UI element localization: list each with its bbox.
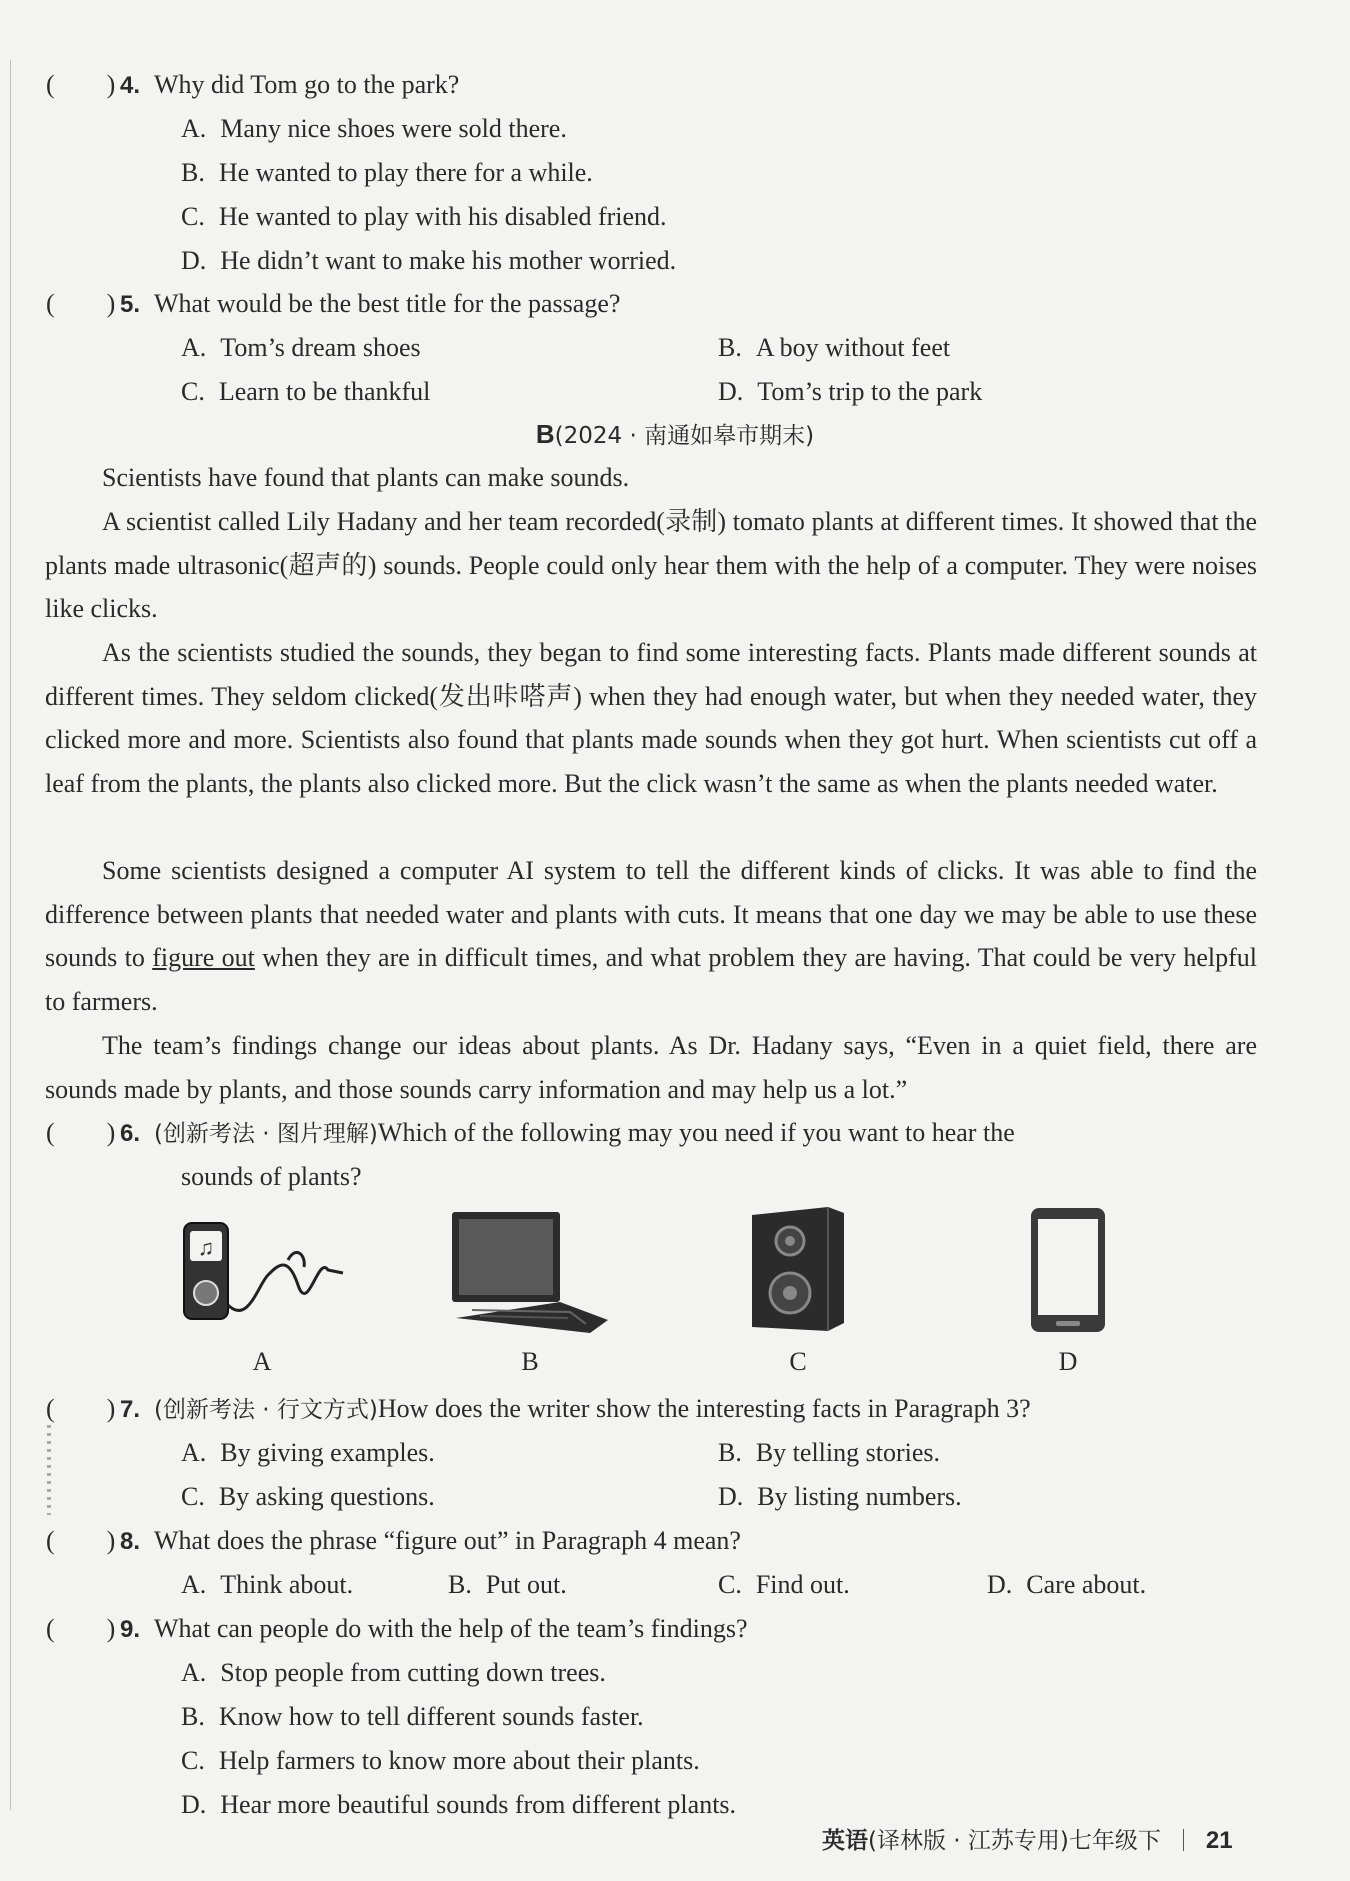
q8-option-b: B. Put out.	[448, 1570, 567, 1599]
q6-stem-line2: sounds of plants?	[181, 1162, 362, 1191]
q5-option-d: D. Tom’s trip to the park	[718, 377, 983, 406]
question-stem: What does the phrase “figure out” in Paragraph 4 mean?	[154, 1526, 741, 1555]
picture-label-a: A	[252, 1347, 272, 1376]
q4-option-d: D. He didn’t want to make his mother worried.	[181, 246, 677, 275]
question-9: ( ) 9. What can people do with the help of the team’s findings?	[46, 1607, 748, 1652]
music-player-icon	[178, 1215, 348, 1335]
speaker-icon	[748, 1205, 848, 1335]
footer-subject: 英语	[822, 1828, 868, 1854]
q4-option-a: A. Many nice shoes were sold there.	[181, 114, 567, 143]
passage-paragraph-1: Scientists have found that plants can make sounds.	[102, 463, 630, 492]
answer-blank[interactable]: ( )	[46, 1118, 116, 1147]
passage-paragraph-5: The team’s findings change our ideas about plants. As Dr. Hadany says, “Even in a quiet field, there are sounds made by plants, and those sounds carry information and may help us a lot.”	[45, 1031, 1257, 1104]
q4-option-b: B. He wanted to play there for a while.	[181, 158, 593, 187]
page-footer	[822, 1826, 1233, 1856]
laptop-icon	[450, 1210, 610, 1335]
q9-option-b: B. Know how to tell different sounds faster.	[181, 1702, 644, 1731]
q5-option-a: A. Tom’s dream shoes	[181, 333, 421, 362]
question-5: ( ) 5. What would be the best title for the passage?	[46, 282, 620, 327]
q8-option-c: C. Find out.	[718, 1570, 850, 1599]
passage-paragraph-2: A scientist called Lily Hadany and her team recorded(录制) tomato plants at different times. It showed that the plants made ultrasonic(超声的) sounds. People could only hear them with the help of a computer. They were noises like clicks.	[45, 507, 1257, 624]
question-tag: (创新考法 · 图片理解)	[154, 1121, 378, 1147]
q9-option-a: A. Stop people from cutting down trees.	[181, 1658, 606, 1687]
smartphone-icon	[1028, 1205, 1108, 1335]
q5-option-c: C. Learn to be thankful	[181, 377, 431, 406]
footer-separator	[1183, 1829, 1184, 1851]
q9-option-c: C. Help farmers to know more about their plants.	[181, 1746, 700, 1775]
question-6: ( ) 6. (创新考法 · 图片理解)Which of the following may you need if you want to hear the	[46, 1111, 1015, 1156]
section-b-title: B(2024 · 南通如皋市期末)	[535, 419, 815, 449]
q8-option-d: D. Care about.	[987, 1570, 1147, 1599]
question-8: ( ) 8. What does the phrase “figure out” in Paragraph 4 mean?	[46, 1519, 741, 1564]
answer-blank[interactable]: ( )	[46, 289, 116, 318]
q4-option-c: C. He wanted to play with his disabled friend.	[181, 202, 667, 231]
picture-label-b: B	[521, 1347, 539, 1376]
question-stem: Why did Tom go to the park?	[154, 70, 460, 99]
answer-blank[interactable]: ( )	[46, 1526, 116, 1555]
passage-paragraph-3: As the scientists studied the sounds, they began to find some interesting facts. Plants made different sounds at different times. They seldom clicked(发出咔嗒声) when they had enough water, but when they needed water, they clicked more and more. Scientists also found that plants made sounds when they got hurt. When scientists cut off a leaf from the plants, the plants also clicked more. But the click wasn’t the same as when the plants needed water.	[45, 638, 1257, 798]
answer-blank[interactable]: ( )	[46, 1394, 116, 1423]
q9-option-d: D. Hear more beautiful sounds from different plants.	[181, 1790, 737, 1819]
picture-label-d: D	[1058, 1347, 1078, 1376]
question-stem: What would be the best title for the passage?	[154, 289, 621, 318]
passage-paragraph-4: Some scientists designed a computer AI system to tell the different kinds of clicks. It was able to find the difference between plants that needed water and plants with cuts. It means that one day we may be able to use these sounds to figure out when they are in difficult times, and what problem they are having. That could be very helpful to farmers.	[45, 856, 1258, 1016]
answer-blank[interactable]: ( )	[46, 70, 116, 99]
q5-option-b: B. A boy without feet	[718, 333, 951, 362]
margin-line	[10, 60, 11, 1810]
question-tag: (创新考法 · 行文方式)	[154, 1397, 378, 1423]
footer-edition: (译林版 · 江苏专用)七年级下	[868, 1828, 1161, 1854]
answer-blank[interactable]: ( )	[46, 1614, 116, 1643]
svg-text:♫: ♫	[197, 1235, 215, 1260]
question-7: ( ) 7. (创新考法 · 行文方式)How does the writer show the interesting facts in Paragraph 3?	[46, 1387, 1031, 1432]
q7-option-a: A. By giving examples.	[181, 1438, 435, 1467]
q8-option-a: A. Think about.	[181, 1570, 354, 1599]
picture-label-c: C	[789, 1347, 807, 1376]
question-stem: What can people do with the help of the team’s findings?	[154, 1614, 748, 1643]
q7-option-b: B. By telling stories.	[718, 1438, 941, 1467]
q7-option-c: C. By asking questions.	[181, 1482, 435, 1511]
question-4: ( ) 4. Why did Tom go to the park?	[46, 63, 459, 108]
margin-ticks	[47, 1425, 51, 1515]
page-number: 21	[1205, 1827, 1233, 1854]
underlined-phrase: figure out	[152, 943, 255, 973]
q7-option-d: D. By listing numbers.	[718, 1482, 962, 1511]
